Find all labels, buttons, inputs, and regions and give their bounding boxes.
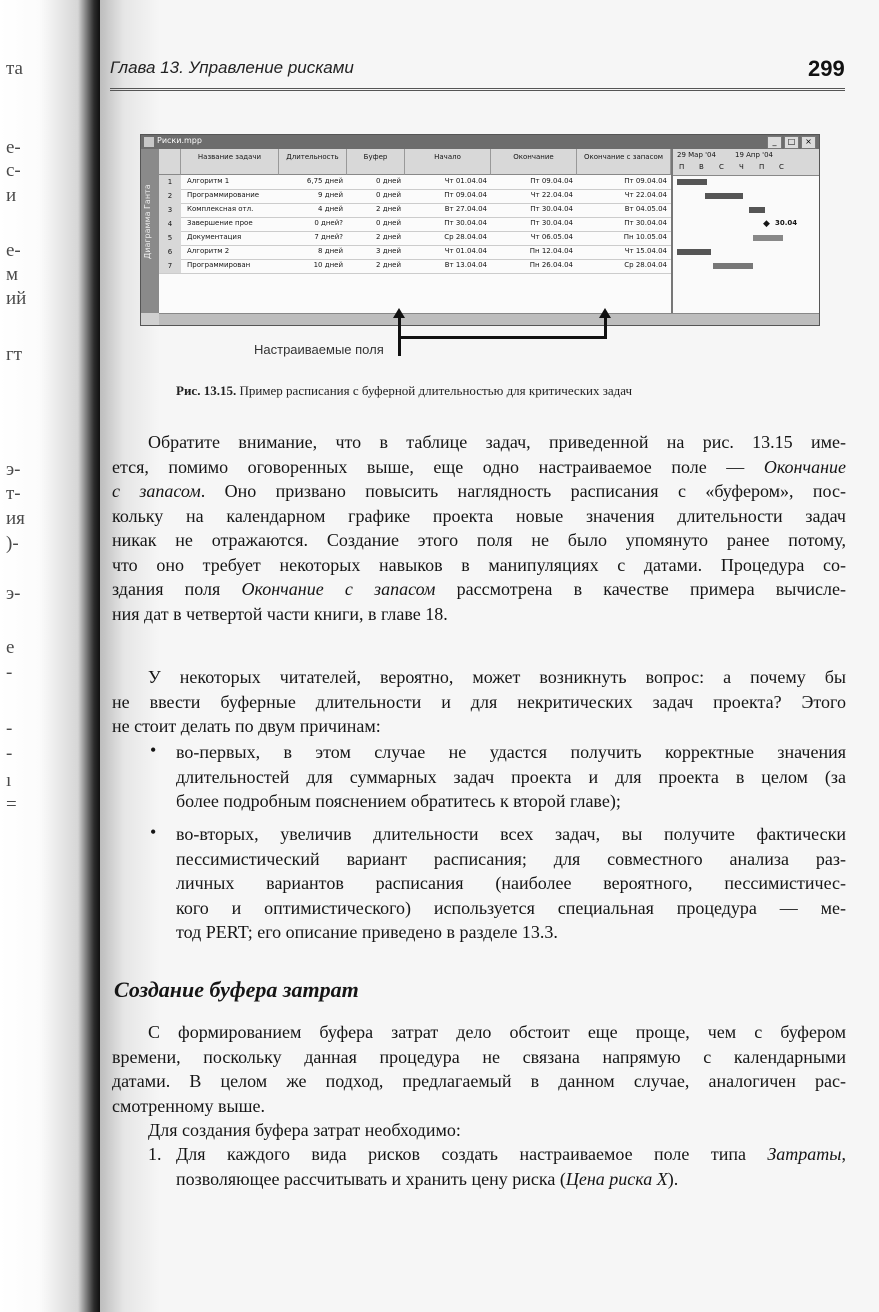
line: длительностей для суммарных задач проекта и для проекта в целом (за — [176, 766, 846, 787]
view-bar — [141, 149, 159, 313]
text-span: здания поля — [112, 579, 242, 599]
left-fragment: с- — [6, 160, 21, 181]
bullet-icon: • — [150, 740, 157, 760]
left-fragment: и — [6, 185, 17, 206]
gantt-bar[interactable] — [677, 249, 711, 255]
line: кого и оптимистического) используется специальная процедура — ме- — [176, 897, 846, 918]
table-row[interactable] — [159, 217, 671, 232]
table-row[interactable] — [159, 245, 671, 260]
left-fragment: ия — [6, 508, 25, 529]
timescale-minor: В — [699, 163, 704, 171]
row-number: 1 — [159, 175, 181, 189]
row-number: 2 — [159, 189, 181, 203]
task-table — [159, 149, 671, 313]
finish: Пн 12.04.04 — [529, 247, 573, 255]
column-header[interactable]: Окончание с запасом — [577, 149, 671, 175]
milestone-label: 30.04 — [775, 219, 798, 227]
line: во-вторых, увеличив длительности всех задач, вы получите фактически — [176, 824, 846, 844]
view-label: Диаграмма Ганта — [143, 184, 152, 259]
finish-buffered: Пн 10.05.04 — [623, 233, 667, 241]
buffer: 2 дней — [376, 261, 401, 269]
italic-term: с запасом — [112, 481, 201, 501]
finish-buffered: Чт 15.04.04 — [624, 247, 667, 255]
line: никак не отражаются. Создание этого поля не было упомянуто ранее потому, — [112, 530, 846, 550]
line: не стоит делать по двум причинам: — [112, 716, 381, 736]
start: Вт 13.04.04 — [444, 261, 487, 269]
page-number: 299 — [808, 56, 845, 81]
left-fragment: та — [6, 58, 23, 79]
timescale — [673, 149, 820, 176]
buffer: 0 дней — [376, 177, 401, 185]
duration: 7 дней? — [314, 233, 343, 241]
column-header[interactable]: Буфер — [347, 149, 405, 175]
task-name: Программирован — [187, 261, 251, 269]
task-name: Комплексная отл. — [187, 205, 254, 213]
left-fragment: е- — [6, 240, 21, 261]
app-icon — [144, 137, 154, 147]
finish: Пт 09.04.04 — [530, 177, 573, 185]
task-name: Алгоритм 1 — [187, 177, 230, 185]
duration: 6,75 дней — [306, 177, 343, 185]
finish-buffered: Вт 04.05.04 — [624, 205, 667, 213]
finish-buffered: Пт 30.04.04 — [624, 219, 667, 227]
left-fragment: гт — [6, 344, 23, 365]
finish-buffered: Ср 28.04.04 — [624, 261, 667, 269]
figure-annotation: Настраиваемые поля — [254, 342, 384, 357]
finish-buffered: Чт 22.04.04 — [624, 191, 667, 199]
gantt-bar[interactable] — [713, 263, 753, 269]
buffer: 0 дней — [376, 191, 401, 199]
line: ния дат в четвертой части книги, в главе 18. — [112, 603, 448, 624]
line: У некоторых читателей, вероятно, может возникнуть вопрос: а почему бы — [148, 667, 846, 687]
timescale-minor: П — [679, 163, 685, 171]
buffer: 0 дней — [376, 219, 401, 227]
arrow-up-icon — [599, 308, 611, 318]
row-number: 7 — [159, 259, 181, 273]
gantt-chart — [671, 149, 820, 313]
paragraph — [112, 430, 846, 626]
text-span: Для каждого вида рисков создать настраиваемое поле типа — [176, 1144, 768, 1164]
running-header: Глава 13. Управление рисками — [110, 58, 354, 77]
table-row[interactable] — [159, 189, 671, 204]
left-fragment: )- — [6, 533, 19, 554]
line: кольку на календарном графике проекта новые значения длительности задач — [112, 505, 846, 526]
column-header[interactable]: Начало — [405, 149, 491, 175]
timescale-minor: С — [779, 163, 784, 171]
task-name: Документация — [187, 233, 242, 241]
duration: 8 дней — [318, 247, 343, 255]
row-number: 6 — [159, 245, 181, 259]
left-fragment: - — [6, 662, 13, 683]
line: тод PERT; его описание приведено в разделе 13.3. — [176, 922, 558, 942]
bullet-icon: • — [150, 822, 157, 842]
left-fragment: е — [6, 637, 15, 658]
numbered-item — [176, 1142, 846, 1191]
finish: Чт 22.04.04 — [530, 191, 573, 199]
window-title: Риски.mpp — [157, 136, 202, 145]
text-span: , — [841, 1144, 846, 1164]
paragraph — [112, 665, 846, 739]
left-fragment: = — [6, 794, 17, 815]
timescale-major: 19 Апр '04 — [735, 151, 773, 159]
text-span: позволяющее рассчитывать и хранить цену риска ( — [176, 1168, 566, 1189]
section-heading: Создание буфера затрат — [114, 977, 359, 1002]
left-fragment: - — [6, 743, 13, 764]
italic-term: Затраты — [767, 1144, 842, 1164]
line: С формированием буфера затрат дело обстоит еще проще, чем с буфером — [148, 1022, 846, 1042]
line — [112, 455, 846, 480]
text-span: рассмотрена в качестве примера вычисле- — [435, 579, 847, 599]
left-fragment: э- — [6, 583, 21, 604]
start: Вт 27.04.04 — [444, 205, 487, 213]
gantt-bar[interactable] — [753, 235, 783, 241]
start: Чт 01.04.04 — [444, 247, 487, 255]
duration: 10 дней — [313, 261, 343, 269]
italic-term: Цена риска X — [565, 1168, 668, 1189]
left-fragment: е- — [6, 137, 21, 158]
timescale-minor: С — [719, 163, 724, 171]
annotation-line — [398, 336, 607, 339]
line: времени, поскольку данная процедура не связана напрямую с календарными — [112, 1046, 846, 1067]
table-row[interactable] — [159, 231, 671, 246]
line — [112, 479, 846, 504]
line: смотренному выше. — [112, 1095, 265, 1116]
text-span: . Оно призвано повысить наглядность расписания с «буфером», пос- — [200, 481, 846, 501]
task-name: Алгоритм 2 — [187, 247, 230, 255]
line: не ввести буферные длительности и для некритических задач проекта? Этого — [112, 691, 846, 712]
finish-buffered: Пт 09.04.04 — [624, 177, 667, 185]
milestone-diamond-icon[interactable]: ◆ — [763, 219, 770, 229]
caption-label: Рис. 13.15. — [176, 383, 237, 398]
line: Обратите внимание, что в таблице задач, приведенной на рис. 13.15 име- — [148, 432, 846, 452]
gantt-bar[interactable] — [677, 179, 707, 185]
line: что оно требует некоторых навыков в манипуляциях с датами. Процедура со- — [112, 554, 846, 575]
finish: Пт 30.04.04 — [530, 205, 573, 213]
figure-caption — [176, 383, 632, 399]
duration: 9 дней — [318, 191, 343, 199]
line — [112, 577, 846, 602]
header-rule — [110, 88, 845, 91]
duration: 0 дней? — [314, 219, 343, 227]
arrow-up-icon — [393, 308, 405, 318]
start: Чт 01.04.04 — [444, 177, 487, 185]
task-name: Завершение прое — [187, 219, 253, 227]
buffer: 3 дней — [376, 247, 401, 255]
start: Пт 09.04.04 — [444, 191, 487, 199]
gantt-bar[interactable] — [705, 193, 743, 199]
left-fragment: э- — [6, 459, 21, 480]
italic-term: Окончание — [763, 456, 846, 477]
line: пессимистический вариант расписания; для совместного анализа раз- — [176, 848, 846, 869]
left-fragment: ı — [6, 770, 12, 791]
left-fragment: т- — [6, 483, 21, 504]
column-header[interactable]: Окончание — [491, 149, 577, 175]
bullet-item — [176, 822, 846, 945]
line: датами. В целом же подход, предлагаемый в данном случае, аналогичен рас- — [112, 1071, 846, 1091]
annotation-line — [604, 318, 607, 338]
gantt-bar[interactable] — [749, 207, 765, 213]
start: Ср 28.04.04 — [444, 233, 487, 241]
finish: Пн 26.04.04 — [529, 261, 573, 269]
column-header[interactable]: Название задачи — [181, 149, 279, 175]
left-fragment: - — [6, 718, 13, 739]
line: личных вариантов расписания (наиболее вероятного, пессимистичес- — [176, 873, 846, 893]
horizontal-scrollbar[interactable] — [159, 313, 819, 325]
left-fragment: ий — [6, 288, 27, 309]
finish: Пт 30.04.04 — [530, 219, 573, 227]
line: во-первых, в этом случае не удастся получить корректные значения — [176, 742, 846, 762]
buffer: 2 дней — [376, 233, 401, 241]
timescale-minor: П — [759, 163, 765, 171]
row-number: 3 — [159, 203, 181, 217]
task-name: Программирование — [187, 191, 260, 199]
project-window-screenshot — [140, 134, 820, 326]
paragraph — [112, 1020, 846, 1143]
left-fragment: м — [6, 264, 19, 285]
maximize-button[interactable]: □ — [784, 136, 799, 149]
text-span: ). — [667, 1168, 679, 1189]
table-row[interactable] — [159, 259, 671, 274]
list-number: 1. — [148, 1144, 162, 1164]
duration: 4 дней — [318, 205, 343, 213]
timescale-minor: Ч — [739, 163, 744, 171]
minimize-button[interactable]: _ — [767, 136, 782, 149]
column-header[interactable]: Длительность — [279, 149, 347, 175]
row-number: 4 — [159, 217, 181, 231]
start: Пт 30.04.04 — [444, 219, 487, 227]
row-number: 5 — [159, 231, 181, 245]
table-row[interactable] — [159, 203, 671, 218]
timescale-major: 29 Мар '04 — [677, 151, 716, 159]
caption-text: Пример расписания с буферной длительностью для критических задач — [236, 383, 633, 398]
italic-term: Окончание с запасом — [241, 579, 436, 599]
window-titlebar — [141, 135, 819, 149]
table-row[interactable] — [159, 175, 671, 190]
column-header — [159, 149, 181, 175]
finish: Чт 06.05.04 — [530, 233, 573, 241]
text-span: ется, помимо оговоренных выше, еще одно настраиваемое поле — — [112, 456, 764, 477]
bullet-item — [176, 740, 846, 814]
buffer: 2 дней — [376, 205, 401, 213]
line: более подробным пояснением обратитесь к второй главе); — [176, 791, 621, 811]
line: Для создания буфера затрат необходимо: — [148, 1120, 461, 1140]
close-button[interactable]: × — [801, 136, 816, 149]
